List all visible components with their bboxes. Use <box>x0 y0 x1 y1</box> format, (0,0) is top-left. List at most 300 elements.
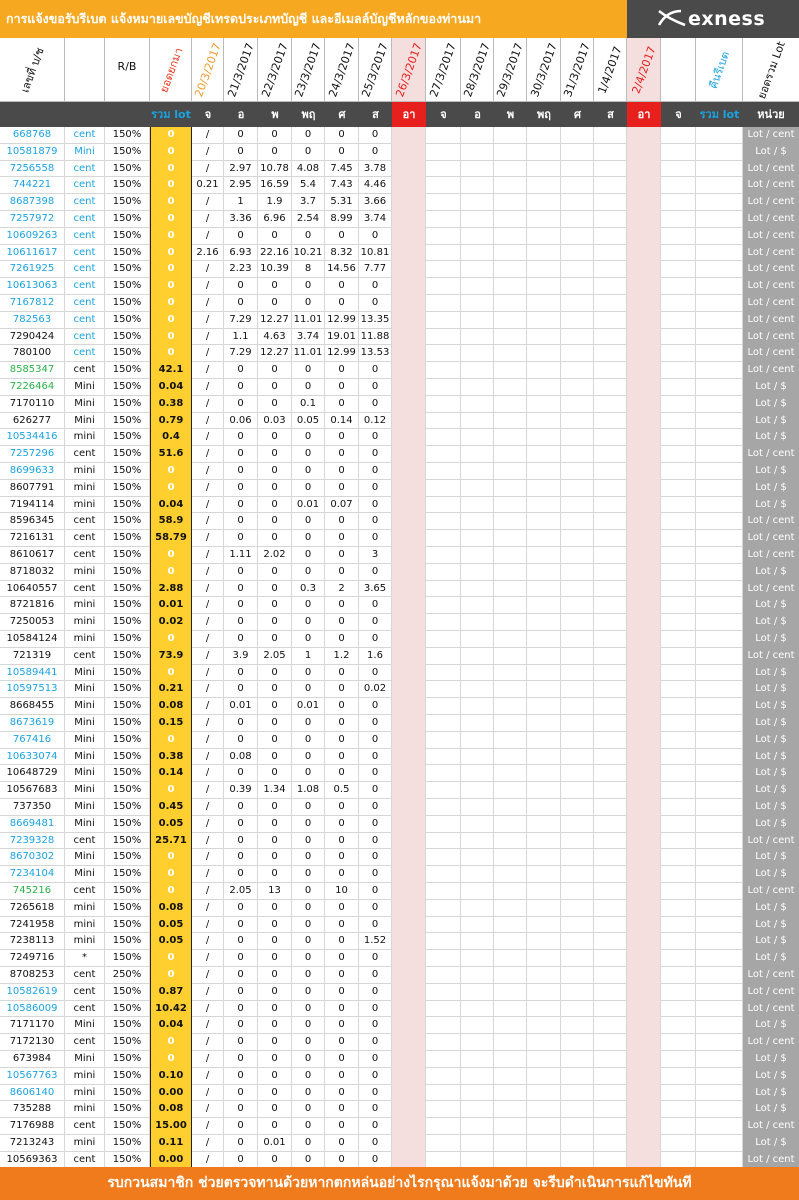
daily-lot: 0 <box>359 564 392 581</box>
table-cell <box>696 631 743 648</box>
daily-lot: 0 <box>258 1034 292 1051</box>
table-cell <box>594 614 627 631</box>
daily-lot: 0 <box>258 833 292 850</box>
table-cell <box>461 1017 494 1034</box>
daily-lot: / <box>192 984 224 1001</box>
rebate-rate: 150% <box>105 127 150 144</box>
daily-lot: 0 <box>292 1152 325 1169</box>
daily-lot: 0 <box>359 749 392 766</box>
table-cell <box>661 211 696 228</box>
daily-lot: 0 <box>292 513 325 530</box>
daily-lot: 0 <box>224 379 258 396</box>
table-cell <box>661 345 696 362</box>
daily-lot: / <box>192 681 224 698</box>
daily-lot: 0 <box>224 597 258 614</box>
rebate-rate: 150% <box>105 1118 150 1135</box>
sunday-cell <box>627 715 661 732</box>
table-row <box>0 782 799 799</box>
table-cell <box>561 295 594 312</box>
table-cell <box>594 1135 627 1152</box>
carried-total: 0 <box>150 866 192 883</box>
table-cell <box>527 362 561 379</box>
day-label-4: จ <box>204 108 212 121</box>
table-cell <box>696 480 743 497</box>
daily-lot: 0 <box>292 564 325 581</box>
table-cell <box>426 866 461 883</box>
table-cell <box>661 732 696 749</box>
table-cell <box>494 681 527 698</box>
rebate-rate: 150% <box>105 362 150 379</box>
carried-total: 0.05 <box>150 917 192 934</box>
sunday-cell <box>392 900 426 917</box>
table-row <box>0 345 799 362</box>
table-cell <box>527 681 561 698</box>
carried-total: 0 <box>150 883 192 900</box>
carried-total: 0 <box>150 345 192 362</box>
table-cell <box>661 614 696 631</box>
sunday-cell <box>627 967 661 984</box>
daily-lot: / <box>192 665 224 682</box>
account-type: mini <box>65 564 105 581</box>
rebate-rate: 150% <box>105 211 150 228</box>
sunday-cell <box>627 665 661 682</box>
account-type: mini <box>65 900 105 917</box>
daily-lot: / <box>192 1068 224 1085</box>
daily-lot: / <box>192 866 224 883</box>
daily-lot: 0 <box>224 581 258 598</box>
table-cell <box>461 295 494 312</box>
account-number: 8687398 <box>0 194 65 211</box>
daily-lot: 0.08 <box>224 749 258 766</box>
daily-lot: 0.5 <box>325 782 359 799</box>
daily-lot: 10.21 <box>292 245 325 262</box>
unit-label: Lot / $ <box>743 429 799 446</box>
table-cell <box>661 1034 696 1051</box>
table-cell <box>594 480 627 497</box>
daily-lot: 0 <box>258 631 292 648</box>
sunday-cell <box>627 513 661 530</box>
table-cell <box>561 1034 594 1051</box>
table-cell <box>494 833 527 850</box>
table-cell <box>561 1135 594 1152</box>
account-type: cent <box>65 194 105 211</box>
account-type: Mini <box>65 1051 105 1068</box>
daily-lot: 0 <box>325 1034 359 1051</box>
daily-lot: 0 <box>292 530 325 547</box>
account-type: cent <box>65 513 105 530</box>
table-cell <box>461 900 494 917</box>
sunday-cell <box>392 665 426 682</box>
sunday-cell <box>392 396 426 413</box>
table-cell <box>527 530 561 547</box>
table-cell <box>661 1051 696 1068</box>
table-cell <box>661 849 696 866</box>
table-cell <box>661 883 696 900</box>
table-cell <box>594 379 627 396</box>
table-cell <box>426 782 461 799</box>
account-type: cent <box>65 161 105 178</box>
table-cell <box>661 749 696 766</box>
account-type: Mini <box>65 144 105 161</box>
daily-lot: 13 <box>258 883 292 900</box>
daily-lot: 0 <box>224 950 258 967</box>
day-label-17: อา <box>627 102 661 127</box>
account-number: 7194114 <box>0 497 65 514</box>
sunday-cell <box>627 362 661 379</box>
column-header-label: 30/3/2017 <box>527 40 560 99</box>
daily-lot: 0 <box>359 1135 392 1152</box>
carried-total: 0 <box>150 261 192 278</box>
unit-label: Lot / $ <box>743 933 799 950</box>
daily-lot: 0 <box>292 833 325 850</box>
table-cell <box>461 547 494 564</box>
daily-lot: 3.74 <box>292 329 325 346</box>
table-row <box>0 866 799 883</box>
daily-lot: 0 <box>325 597 359 614</box>
table-cell <box>594 967 627 984</box>
daily-lot: 16.59 <box>258 177 292 194</box>
table-cell <box>661 1101 696 1118</box>
daily-lot: 12.99 <box>325 312 359 329</box>
table-cell <box>594 161 627 178</box>
table-cell <box>461 816 494 833</box>
table-cell <box>561 161 594 178</box>
table-cell <box>696 799 743 816</box>
daily-lot: 1 <box>292 648 325 665</box>
daily-lot: 0 <box>258 144 292 161</box>
unit-label: Lot / $ <box>743 413 799 430</box>
daily-lot: 0 <box>292 933 325 950</box>
table-cell <box>527 295 561 312</box>
daily-lot: 0.12 <box>359 413 392 430</box>
table-cell <box>426 614 461 631</box>
account-type: Mini <box>65 749 105 766</box>
sunday-cell <box>392 295 426 312</box>
table-cell <box>527 883 561 900</box>
table-cell <box>594 513 627 530</box>
unit-label: Lot / $ <box>743 597 799 614</box>
daily-lot: / <box>192 1135 224 1152</box>
table-cell <box>661 564 696 581</box>
daily-lot: 0 <box>258 1051 292 1068</box>
rebate-rate: 150% <box>105 379 150 396</box>
table-cell <box>461 732 494 749</box>
daily-lot: 0.01 <box>292 698 325 715</box>
table-cell <box>426 429 461 446</box>
table-cell <box>461 581 494 598</box>
daily-lot: / <box>192 1118 224 1135</box>
table-cell <box>661 278 696 295</box>
table-cell <box>527 1068 561 1085</box>
carried-total: 25.71 <box>150 833 192 850</box>
table-row <box>0 833 799 850</box>
sunday-cell <box>627 446 661 463</box>
table-cell <box>426 530 461 547</box>
account-number: 668768 <box>0 127 65 144</box>
table-cell <box>461 564 494 581</box>
carried-total: 0.05 <box>150 933 192 950</box>
daily-lot: 0 <box>325 631 359 648</box>
column-header-15 <box>561 38 594 101</box>
rebate-rate: 150% <box>105 480 150 497</box>
sunday-cell <box>627 1118 661 1135</box>
account-type: Mini <box>65 782 105 799</box>
column-header-label: ยอดยกมา <box>156 45 186 94</box>
table-cell <box>426 513 461 530</box>
table-cell <box>527 933 561 950</box>
account-number: 744221 <box>0 177 65 194</box>
table-cell <box>594 631 627 648</box>
daily-lot: / <box>192 379 224 396</box>
table-cell <box>696 698 743 715</box>
account-number: 10586009 <box>0 1001 65 1018</box>
sunday-cell <box>392 329 426 346</box>
table-row <box>0 749 799 766</box>
daily-lot: / <box>192 933 224 950</box>
daily-lot: 0 <box>224 1152 258 1169</box>
sunday-cell <box>392 833 426 850</box>
day-label-8: ศ <box>338 108 346 121</box>
table-cell <box>594 1001 627 1018</box>
table-row <box>0 144 799 161</box>
table-cell <box>527 749 561 766</box>
sunday-cell <box>392 950 426 967</box>
table-cell <box>661 127 696 144</box>
table-cell <box>527 1051 561 1068</box>
account-type: mini <box>65 1135 105 1152</box>
rebate-rate: 150% <box>105 681 150 698</box>
table-cell <box>494 933 527 950</box>
rebate-rate: 150% <box>105 513 150 530</box>
daily-lot: / <box>192 530 224 547</box>
daily-lot: 7.43 <box>325 177 359 194</box>
table-cell <box>494 665 527 682</box>
sunday-cell <box>627 950 661 967</box>
table-cell <box>561 396 594 413</box>
account-number: 8721816 <box>0 597 65 614</box>
account-type: Mini <box>65 665 105 682</box>
sunday-cell <box>627 413 661 430</box>
table-cell <box>494 211 527 228</box>
table-cell <box>696 446 743 463</box>
daily-lot: 0 <box>359 1051 392 1068</box>
daily-lot: 0 <box>224 362 258 379</box>
daily-lot: / <box>192 917 224 934</box>
daily-lot: / <box>192 547 224 564</box>
sunday-cell <box>627 681 661 698</box>
rebate-rate: 150% <box>105 261 150 278</box>
daily-lot: / <box>192 614 224 631</box>
daily-lot: 0 <box>359 127 392 144</box>
table-cell <box>426 648 461 665</box>
daily-lot: 0 <box>224 665 258 682</box>
daily-lot: 0 <box>258 816 292 833</box>
rebate-rate: 150% <box>105 564 150 581</box>
sunday-cell <box>392 799 426 816</box>
table-cell <box>426 564 461 581</box>
daily-lot: / <box>192 1034 224 1051</box>
table-cell <box>494 917 527 934</box>
table-cell <box>527 211 561 228</box>
rebate-rate: 150% <box>105 900 150 917</box>
carried-total: 0 <box>150 144 192 161</box>
carried-total: 0 <box>150 950 192 967</box>
table-cell <box>561 749 594 766</box>
account-number: 7171170 <box>0 1017 65 1034</box>
table-cell <box>594 749 627 766</box>
table-cell <box>527 564 561 581</box>
daily-lot: 0 <box>359 799 392 816</box>
sunday-cell <box>627 1034 661 1051</box>
table-cell <box>561 597 594 614</box>
table-cell <box>527 1017 561 1034</box>
unit-label: Lot / $ <box>743 698 799 715</box>
table-cell <box>594 765 627 782</box>
account-number: 7256558 <box>0 161 65 178</box>
table-cell <box>426 446 461 463</box>
table-row <box>0 581 799 598</box>
table-cell <box>594 833 627 850</box>
carried-total: 0 <box>150 782 192 799</box>
table-cell <box>561 1001 594 1018</box>
table-cell <box>461 799 494 816</box>
table-row <box>0 1017 799 1034</box>
daily-lot: 0 <box>224 497 258 514</box>
account-type: mini <box>65 597 105 614</box>
sunday-cell <box>627 429 661 446</box>
table-cell <box>461 329 494 346</box>
table-cell <box>594 648 627 665</box>
sunday-cell <box>627 1017 661 1034</box>
account-number: 10640557 <box>0 581 65 598</box>
table-cell <box>426 1135 461 1152</box>
rebate-rate: 150% <box>105 665 150 682</box>
table-cell <box>527 1001 561 1018</box>
sunday-cell <box>627 211 661 228</box>
daily-lot: 0 <box>292 1068 325 1085</box>
sunday-cell <box>392 228 426 245</box>
table-cell <box>461 396 494 413</box>
table-cell <box>594 177 627 194</box>
daily-lot: 0 <box>325 362 359 379</box>
daily-lot: 11.01 <box>292 312 325 329</box>
table-cell <box>594 261 627 278</box>
table-cell <box>527 245 561 262</box>
column-header-label: 28/3/2017 <box>461 40 493 99</box>
column-header-label: ยอดรวม Lot <box>755 39 788 101</box>
daily-lot: 11.01 <box>292 345 325 362</box>
daily-lot: 3.65 <box>359 581 392 598</box>
table-cell <box>696 597 743 614</box>
daily-lot: 0 <box>292 631 325 648</box>
column-header-16 <box>594 38 627 101</box>
table-cell <box>561 329 594 346</box>
table-cell <box>494 900 527 917</box>
table-cell <box>561 228 594 245</box>
table-cell <box>461 933 494 950</box>
carried-total: 2.88 <box>150 581 192 598</box>
daily-lot: 0 <box>359 967 392 984</box>
sunday-cell <box>627 1085 661 1102</box>
carried-total: 0.08 <box>150 900 192 917</box>
table-cell <box>594 429 627 446</box>
sunday-cell <box>627 379 661 396</box>
daily-lot: 0 <box>292 799 325 816</box>
daily-lot: 12.27 <box>258 312 292 329</box>
account-type: cent <box>65 1034 105 1051</box>
table-cell <box>661 547 696 564</box>
table-cell <box>494 1118 527 1135</box>
table-cell <box>594 396 627 413</box>
daily-lot: 5.4 <box>292 177 325 194</box>
table-cell <box>696 849 743 866</box>
daily-lot: / <box>192 631 224 648</box>
account-number: 735288 <box>0 1101 65 1118</box>
daily-lot: 0 <box>292 480 325 497</box>
account-number: 7170110 <box>0 396 65 413</box>
table-cell <box>426 799 461 816</box>
rebate-rate: 150% <box>105 446 150 463</box>
table-cell <box>696 295 743 312</box>
table-cell <box>661 362 696 379</box>
table-cell <box>661 1068 696 1085</box>
unit-label: Lot / cent <box>743 581 799 598</box>
rebate-rate: 150% <box>105 984 150 1001</box>
account-type: cent <box>65 883 105 900</box>
table-cell <box>494 849 527 866</box>
account-type: mini <box>65 1101 105 1118</box>
account-number: 10633074 <box>0 749 65 766</box>
table-row <box>0 497 799 514</box>
unit-label: Lot / cent <box>743 513 799 530</box>
account-number: 8596345 <box>0 513 65 530</box>
column-header-0 <box>0 38 65 101</box>
table-cell <box>594 597 627 614</box>
column-header-12 <box>461 38 494 101</box>
table-cell <box>594 362 627 379</box>
sunday-cell <box>392 849 426 866</box>
table-cell <box>426 1085 461 1102</box>
sunday-cell <box>627 245 661 262</box>
account-type: Mini <box>65 413 105 430</box>
daily-lot: 0.01 <box>292 497 325 514</box>
daily-lot: / <box>192 1101 224 1118</box>
daily-lot: 0 <box>325 513 359 530</box>
daily-lot: 0 <box>359 665 392 682</box>
table-cell <box>696 144 743 161</box>
carried-total: 0.38 <box>150 749 192 766</box>
table-cell <box>426 883 461 900</box>
daily-lot: / <box>192 497 224 514</box>
day-label-14: พฤ <box>537 108 551 121</box>
daily-lot: 0 <box>325 547 359 564</box>
sunday-cell <box>392 497 426 514</box>
table-cell <box>494 1068 527 1085</box>
table-cell <box>594 933 627 950</box>
table-cell <box>527 782 561 799</box>
account-type: cent <box>65 261 105 278</box>
daily-lot: 8 <box>292 261 325 278</box>
daily-lot: 0 <box>292 127 325 144</box>
table-cell <box>461 1068 494 1085</box>
account-type: cent <box>65 228 105 245</box>
daily-lot: / <box>192 194 224 211</box>
sunday-cell <box>392 127 426 144</box>
table-cell <box>426 1001 461 1018</box>
table-cell <box>661 161 696 178</box>
daily-lot: 0 <box>224 1101 258 1118</box>
sunday-cell <box>392 245 426 262</box>
